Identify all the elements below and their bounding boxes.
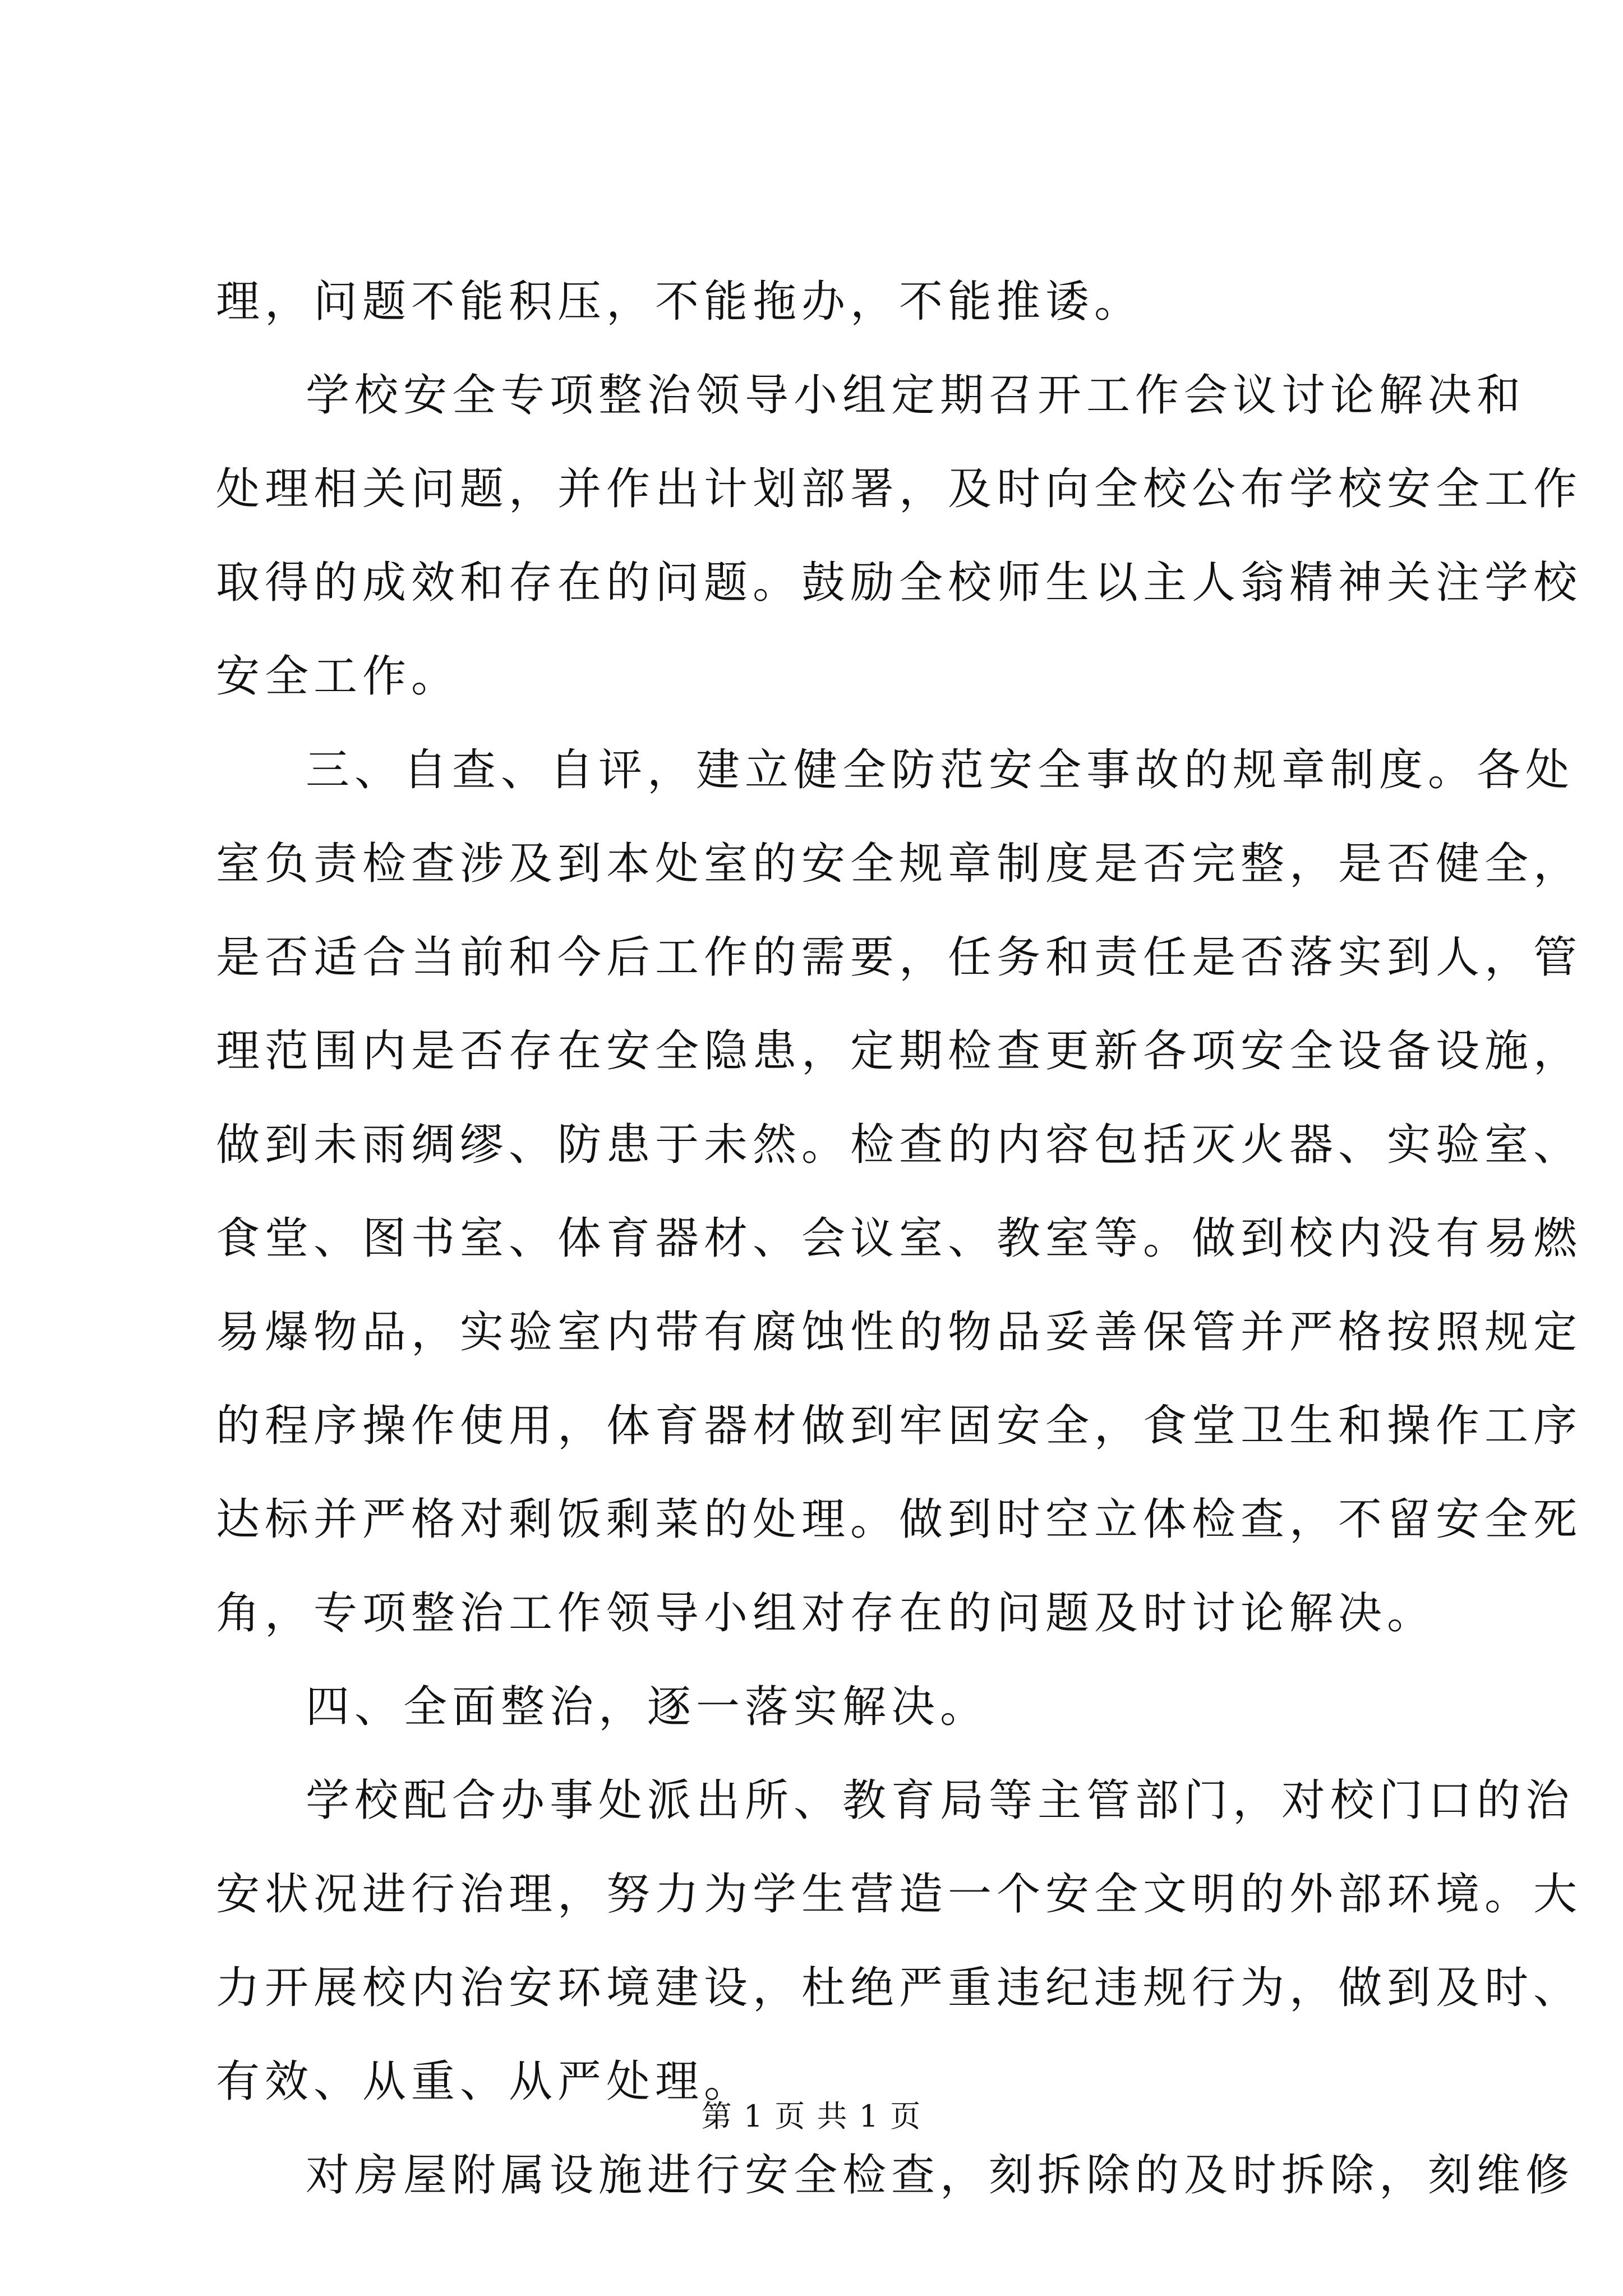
text-line: 食堂、图书室、体育器材、会议室、教室等。做到校内没有易燃: [216, 1213, 1583, 1264]
text-line: 学校安全专项整治领导小组定期召开工作会议讨论解决和: [306, 370, 1526, 421]
text-line: 安状况进行治理，努力为学生营造一个安全文明的外部环境。大: [216, 1869, 1583, 1920]
text-line: 是否适合当前和今后工作的需要，任务和责任是否落实到人，管: [216, 932, 1583, 983]
text-line: 对房屋附属设施进行安全检查，刻拆除的及时拆除，刻维修: [306, 2150, 1575, 2201]
text-line: 力开展校内治安环境建设，杜绝严重违纪违规行为，做到及时、: [216, 1963, 1583, 2013]
text-line: 三、自查、自评，建立健全防范安全事故的规章制度。各处: [306, 745, 1575, 795]
text-line: 角，专项整治工作领导小组对存在的问题及时讨论解决。: [216, 1588, 1436, 1639]
text-line: 有效、从重、从严处理。: [216, 2056, 753, 2107]
document-body: [216, 255, 1583, 2223]
text-line: 室负责检查涉及到本处室的安全规章制度是否完整，是否健全，: [216, 839, 1583, 889]
text-line: 四、全面整治，逐一落实解决。: [306, 1682, 989, 1732]
text-line: 处理相关问题，并作出计划部署，及时向全校公布学校安全工作: [216, 464, 1583, 514]
page-number-label: 第 1 页 共 1 页: [701, 2099, 922, 2134]
text-line: 安全工作。: [216, 651, 460, 702]
text-line: 取得的成效和存在的问题。鼓励全校师生以主人翁精神关注学校: [216, 558, 1583, 608]
text-line: 理范围内是否存在安全隐患，定期检查更新各项安全设备设施，: [216, 1026, 1583, 1076]
text-line: 理，问题不能积压，不能拖办，不能推诿。: [216, 277, 1144, 327]
text-line: 学校配合办事处派出所、教育局等主管部门，对校门口的治: [306, 1775, 1575, 1826]
text-line: 达标并严格对剩饭剩菜的处理。做到时空立体检查，不留安全死: [216, 1494, 1583, 1545]
text-line: 做到未雨绸缪、防患于未然。检查的内容包括灭火器、实验室、: [216, 1120, 1583, 1170]
text-line: 的程序操作使用，体育器材做到牢固安全，食堂卫生和操作工序: [216, 1401, 1583, 1451]
text-line: 易爆物品，实验室内带有腐蚀性的物品妥善保管并严格按照规定: [216, 1307, 1583, 1358]
page-footer: [0, 2097, 1623, 2136]
